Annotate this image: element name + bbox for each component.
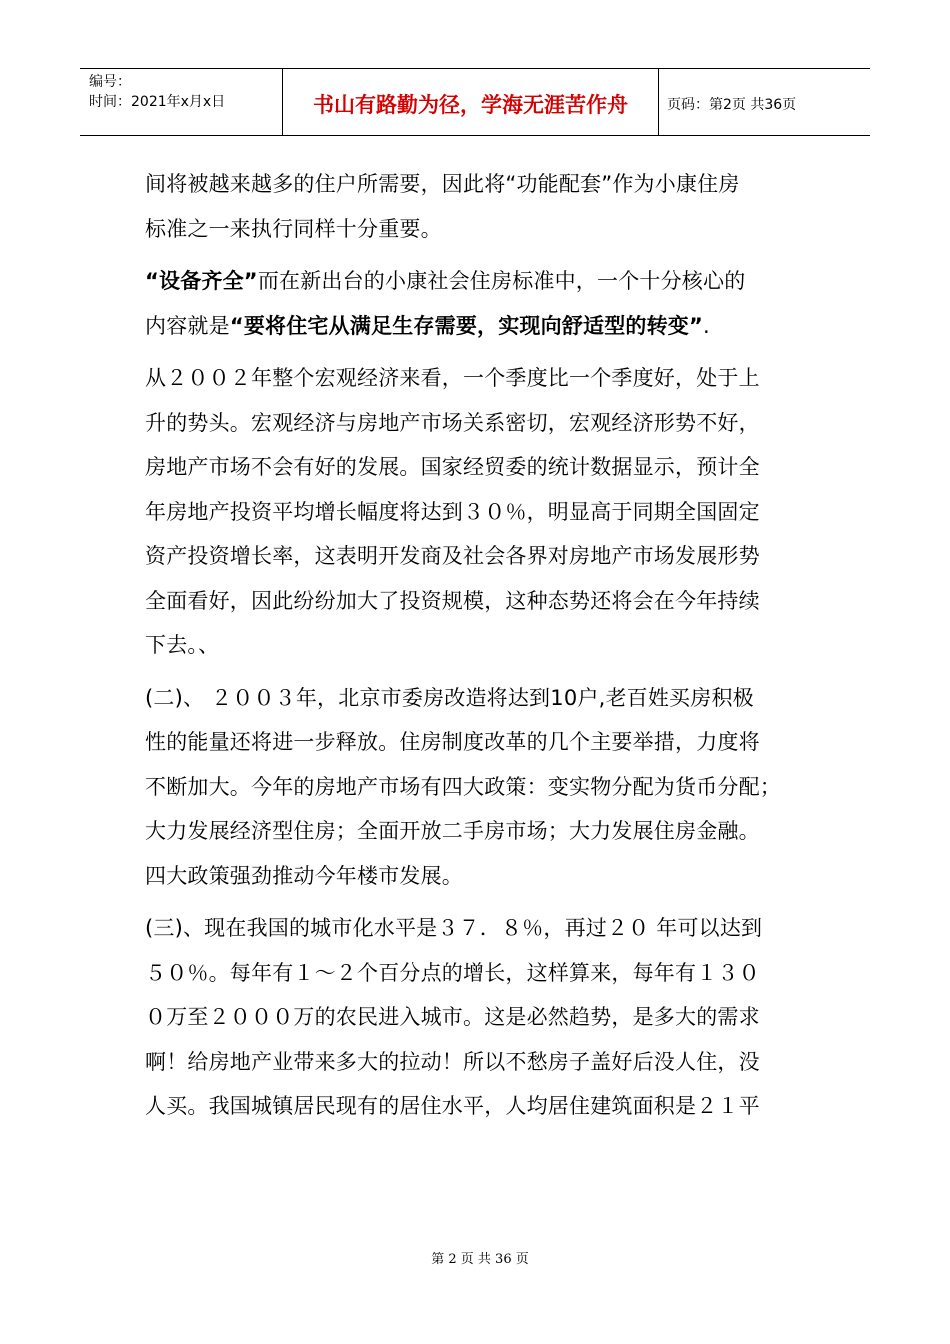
text-line: 不断加大。今年的房地产市场有四大政策：变实物分配为货币分配； bbox=[145, 774, 781, 799]
text-line: 人买。我国城镇居民现有的居住水平，人均居住建筑面积是２１平 bbox=[145, 1094, 760, 1118]
document-time-label: 时间：2021年x月x日 bbox=[89, 94, 226, 110]
bold-phrase: “设备齐全” bbox=[145, 269, 258, 293]
text-line: 房地产市场不会有好的发展。国家经贸委的统计数据显示，预计全 bbox=[145, 455, 760, 479]
paragraph-4 bbox=[145, 676, 810, 899]
document-number-label: 编号： bbox=[89, 74, 131, 90]
text-line: ５０％。每年有１～２个百分点的增长，这样算来，每年有１３０ bbox=[145, 960, 760, 985]
paragraph-5 bbox=[145, 906, 810, 1129]
text-line: 间将被越来越多的住户所需要，因此将“功能配套”作为小康住房 bbox=[145, 172, 740, 196]
text-span: 内容就是 bbox=[145, 313, 230, 338]
document-body bbox=[145, 162, 810, 1129]
text-line: 啊！给房地产业带来多大的拉动！所以不愁房子盖好后没人住，没 bbox=[145, 1049, 760, 1074]
text-line: 标准之一来执行同样十分重要。 bbox=[145, 216, 442, 241]
text-line: ０万至２０００万的农民进入城市。这是必然趋势，是多大的需求 bbox=[145, 1005, 760, 1029]
page-footer: 第 2 页 共 36 页 bbox=[431, 1252, 529, 1267]
paragraph-1 bbox=[145, 162, 810, 251]
text-line bbox=[145, 304, 810, 349]
text-line: 大力发展经济型住房；全面开放二手房市场；大力发展住房金融。 bbox=[145, 819, 760, 843]
header-page-info: 页码：第2页 共36页 bbox=[667, 97, 797, 113]
paragraph-3 bbox=[145, 356, 810, 668]
header-meta-cell bbox=[80, 69, 283, 135]
text-line: 四大政策强劲推动今年楼市发展。 bbox=[145, 863, 463, 888]
bold-phrase: “要将住宅从满足生存需要，实现向舒适型的转变” bbox=[229, 313, 704, 338]
text-line: 下去。、 bbox=[145, 633, 220, 657]
text-line: 升的势头。宏观经济与房地产市场关系密切，宏观经济形势不好， bbox=[145, 410, 760, 435]
text-line: 资产投资增长率，这表明开发商及社会各界对房地产市场发展形势 bbox=[145, 544, 760, 568]
text-line: (二)、 ２００３年，北京市委房改造将达到10户,老百姓买房积极 bbox=[145, 685, 754, 710]
text-line: 性的能量还将进一步释放。住房制度改革的几个主要举措，力度将 bbox=[145, 730, 760, 754]
page-header bbox=[80, 68, 870, 136]
header-motto: 书山有路勤为径，学海无涯苦作舟 bbox=[283, 69, 659, 135]
text-line bbox=[145, 259, 810, 304]
text-line: 年房地产投资平均增长幅度将达到３０％，明显高于同期全国固定 bbox=[145, 499, 760, 524]
text-line: 全面看好，因此纷纷加大了投资规模，这种态势还将会在今年持续 bbox=[145, 588, 760, 613]
text-span: 而在新出台的小康社会住房标准中，一个十分核心的 bbox=[257, 269, 746, 293]
text-line: (三)、现在我国的城市化水平是３７．８％，再过２０ 年可以达到 bbox=[145, 916, 763, 940]
text-line: 从２００２年整个宏观经济来看，一个季度比一个季度好，处于上 bbox=[145, 366, 760, 390]
paragraph-2 bbox=[145, 259, 810, 348]
text-span: . bbox=[703, 313, 710, 338]
